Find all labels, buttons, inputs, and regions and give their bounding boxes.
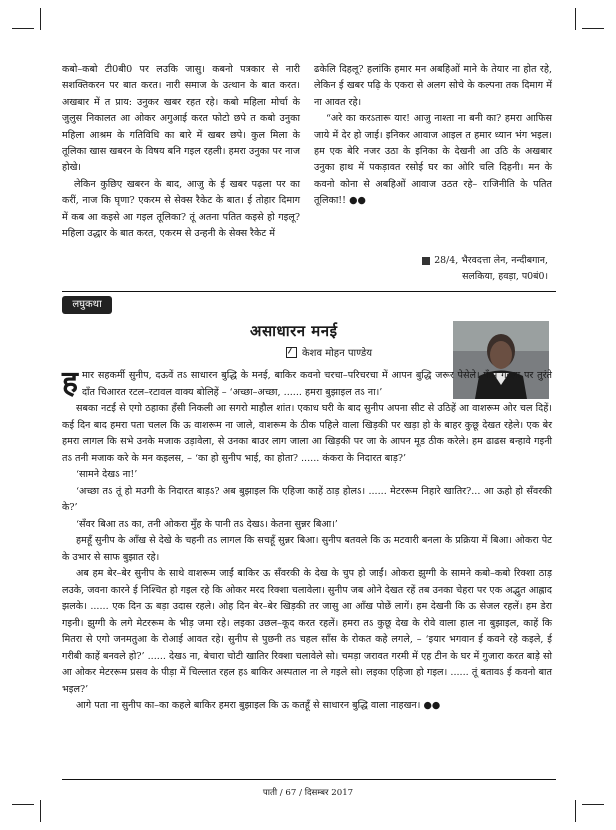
crop-mark: [12, 804, 34, 805]
crop-mark: [575, 800, 576, 822]
paragraph: आगे पता ना सुनीप का–का कहले बाकिर हमरा बुझाइल कि ऊ कतहूँ से साधारन बुद्धि वाला नाहखन। ●●: [76, 700, 441, 711]
footer-divider: [62, 779, 556, 780]
paragraph: लेकिन कुछिए खबरन के बाद, आजु के ई खबर पढ़ला पर का करीं, नाज कि घृणा? एकरम से सेक्स रैकेट के बात। ई तोहार दिमाग में कब आ कइसे आ गइल तूलिका? तूं अतना पतित कइसे हो गइलू? महिला उद्धार के बात करत, एकरम से उन्हनी के सेक्स रैकेट में: [62, 178, 300, 240]
paragraph: अब हम बेर–बेर सुनीप के साथे वाशरूम जाईं बाकिर ऊ सँवरकी के देख के चुप हो जाईं। ओकरा झुग्गी के सामने कबो–कबो रिक्शा ठाड़ लउके, जवना कारने ई निश्चित हो गइल रहे कि ओकर मरद रिक्शा चलावेला। सुनीप जब ओने देखत रहें तब उनका चेहरा पर एक अद्भुत आह्लाद झलके। ...... एक दिन ऊ बड़ा उदास रहले। ओह दिन बेर–बेर खिड़की तर जासु आ आँख पोछें लागें। हम देखनी कि ऊ सेजल रहलें। हम डेरा गइनी। झुग्गी के लगे मेटररूम के भीड़ जमा रहे। लइका उछल–कूद करत रहलें। हमरा तऽ कुछू देख के रोवे वाला हाल ना बुझाइल, काहें कि मितरा से एगो जनमतुआ के रोआई आवत रहे। सुनीप से पुछनी तऽ चहल साँस के रोकत कहे लगले, – ‘इयार भगवान ई कवने रहे कइले, ई गरीबी काहें बनवले हो?’ ...... देखऽ ना, बेचारा चोटी खातिर रिक्शा चलावेले सो। चमड़ा जरावत गरमी में एह टीन के घर में गुजारा करत बाड़े सो आ ओकर मेटररूम प्रसव के पीड़ा में चिल्लात रहल हऽ बाकिर अस्पताल ना ले गइले सो। लइका एहिजा हो गइल। ...... तूं बतावऽ ई कवनो बात भइल?’: [62, 568, 552, 695]
paragraph: ‘अच्छा तऽ तूं हो मउगी के निदारत बाड़ऽ? अब बुझाइल कि एहिजा काहें ठाड़ होलऽ। ...... मेटररूम निहारे खातिर?... आ ऊहो हो सँवरकी के?’: [62, 485, 552, 513]
pen-icon: [286, 347, 297, 358]
crop-mark: [40, 800, 41, 822]
section-divider: [62, 291, 556, 292]
paragraph: ढकेलि दिहलू? हलांकि हमार मन अबहिओं माने के तेयार ना होत रहे, लेकिन ई खबर पढ़ि के एकरा से अलग सोचे के कल्पना तक दिमाग में ना आवत रहे।: [314, 64, 552, 108]
paragraph: हमहूँ सुनीप के आँख से देखे के चहनी तऽ लागल कि सचहूँ सुन्नर बिआ। सुनीप बतवले कि ऊ मटवारी बनला के प्रक्रिया में बिआ। ओकरा पेट के उभार से साफ बुझात रहे।: [62, 535, 552, 563]
paragraph: “अरे का करऽतारू यार! आजु नाश्ता ना बनी का? हमरा आफिस जाये में देर हो जाई। इनिकर आवाज आइल त हमार ध्यान भंग भइल। हम एक बेरि नजर उठा के इनिका के देखनी आ उठि के अखबार उनुका हाथ में पकड़ावत रसोई घर का ओरि चलि दिहनी। मन के कवनो कोना से अबहिओं आवाज उठत रहे– राजिनीति के पतित तूलिका!! ●●: [314, 113, 552, 207]
paragraph: ‘सँवर बिआ तऽ का, तनी ओकरा मुँह के पानी तऽ देखऽ। केतना सुन्नर बिआ।’: [76, 518, 338, 530]
crop-mark: [582, 28, 604, 29]
right-column: [314, 62, 552, 282]
page-footer: पाती / 67 / दिसम्बर 2017: [262, 788, 354, 798]
story-body: [62, 365, 552, 715]
paragraph: कबो–कबो टी0बी0 पर लउकि जासु। कबनो पत्रकार से नारी सशक्तिकरन पर बात करत। नारी समाज के उत्थान के बात करत। अखबार में त प्राय: उनुकर खबर रहत रहे। कबो महिला मोर्चा के जुलुस निकालत आ ओकर अगुआई करत फोटो छपे त कबो उनुका महिला आश्रम के गतिविधि का बारे में खबर छपे। कुल मिला के तूलिका खास खबरन के विषय बनि गइल रहली। हमरा उनुका पर नाज होखे।: [62, 64, 300, 174]
previous-article-end: [62, 62, 552, 282]
crop-mark: [12, 28, 34, 29]
story-title: असाधारन मनई: [250, 322, 338, 340]
paragraph: ‘सामने देखऽ ना!’: [76, 469, 138, 480]
crop-mark: [575, 8, 576, 30]
left-column: [62, 62, 300, 282]
author-address: 28/4, भैरवदत्ता लेन, नन्दीबगान, सलकिया, हवड़ा, प0बं0।: [422, 253, 548, 285]
author-byline: केशव मोहन पाण्डेय: [286, 345, 372, 359]
crop-mark: [582, 804, 604, 805]
square-bullet-icon: [422, 257, 430, 265]
drop-cap: ह: [62, 365, 78, 400]
paragraph: सबका नटर्ई से एगो ठहाका हँसी निकली आ सगरो माहौल शांत। एकाध घरी के बाद सुनीप अपना सीट से उठिहें आ वाशरूम ओर चल दिहें। कई दिन बाद हमरा पता चलल कि ऊ वाशरूम ना जाले, वाशरूम के ठीक पहिले वाला खिड़की पर खड़ा हो के बाहर कुछू देखत रहेले। एक बेर हमरा लागल कि सभे उनके मजाक उड़ावेला, से उनका बाउर लाग जाला आ खिड़की पर जा के आपन मूड ठीक करेले। हम ढाढस बन्हावे गइनी तऽ तनी मजाक करे के मन कइलस, – ‘का हो सुनीप भाई, का होता? ...... कंकरा के निदारत बाड़?’: [62, 403, 552, 464]
paragraph: हमार सहकर्मी सुनीप, दऊवें तऽ साधारन बुद्धि के मनई, बाकिर कवनो चरचा–परिचरचा में आपन बुद्धि जरूर पेसेले। फँस गइला पर तुरंते दाँत चिआरत रटल–रटावल वाक्य बोलिहें – ‘अच्छा–अच्छा, ...... हमरा बुझाइल तऽ ना।’: [62, 365, 552, 400]
crop-mark: [40, 8, 41, 30]
section-tag: लघुकथा: [62, 296, 112, 314]
